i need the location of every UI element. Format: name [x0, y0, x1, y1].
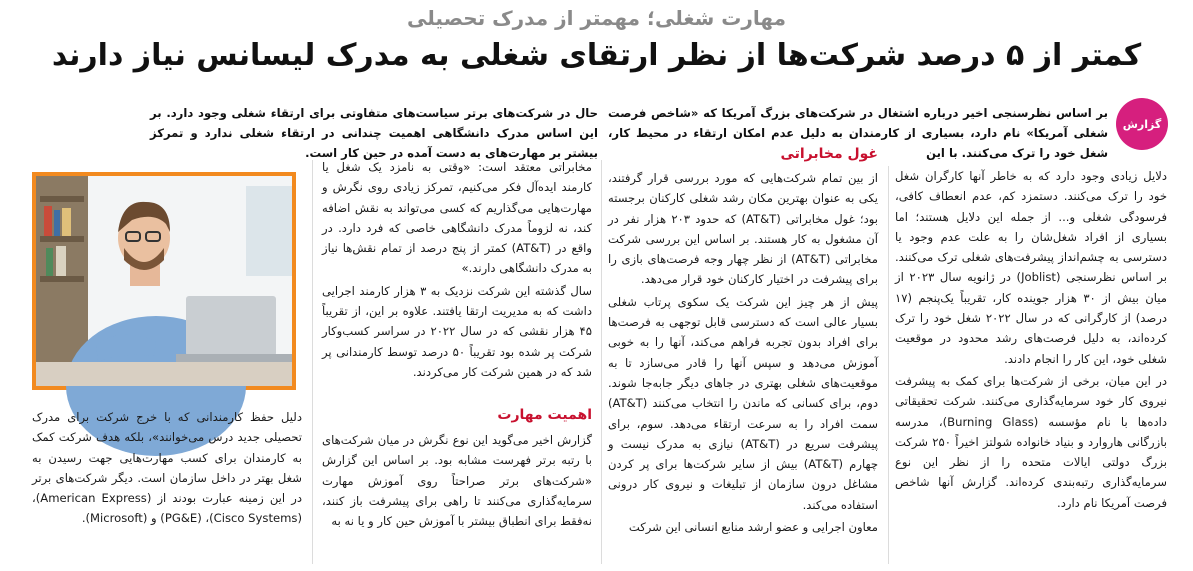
- paragraph: معاون اجرایی و عضو ارشد منابع انسانی این شرکت: [628, 520, 878, 535]
- paragraph: دلیل حفظ کارمندانی که با خرج شرکت برای مدرک تحصیلی جدید درس می‌خوانند»، بلکه هدف شرکت کمک به کارمندان برای کسب مهارت‌هایی جهت رسیدن به شغل بهتر در داخل سازمان است. دیگر شرکت‌های برتر در این زمینه عبارت بودند از (American Express)، (Cisco Systems)، (PG&E) و (Microsoft).: [32, 410, 302, 526]
- body-column-3: [322, 157, 592, 387]
- body-column-1: [895, 166, 1167, 566]
- body-column-4: [32, 407, 302, 566]
- column-divider: [888, 166, 889, 564]
- paragraph: از بین تمام شرکت‌هایی که مورد بررسی قرار گرفتند، یکی به عنوان بهترین مکان رشد شغلی کارکنان برجسته بود؛ غول مخابراتی (AT&T) که حدود ۲۰۳ هزار نفر در آن مشغول به کار هستند. بر اساس این بررسی شرکت مخابراتی (AT&T) از نظر چهار وجه فرصت‌های بازی را برای پیشرفت در اختیار کارکنان خود قرار می‌دهد.: [608, 171, 879, 287]
- report-badge: گزارش: [1116, 98, 1168, 150]
- paragraph: مخابراتی معتقد است: «وقتی به نامزد یک شغل یا کارمند ایده‌آل فکر می‌کنیم، تمرکز زیادی روی نگرش و مهارت‌هایی می‌گذاریم که کسی می‌تواند به نقش اضافه کند، نه لزوماً مدرک دانشگاهی خاصی که فرد دارد. در واقع در (AT&T) کمتر از پنج درصد از تمام نقش‌ها نیاز به مدرک دانشگاهی دارند.»: [322, 160, 592, 276]
- paragraph: در این میان، برخی از شرکت‌ها برای کمک به پیشرفت نیروی کار خود سرمایه‌گذاری می‌کنند. شرکت تحقیقاتی داده‌ها با نام مؤسسه (Burning Glass)، مدرسه بازرگانی هاروارد و بنیاد خانواده شولتز اخیراً ۲۵۰ شرکت بزرگ دولتی ایالات متحده را از نظر این نوع سرمایه‌گذاری رتبه‌بندی کرده‌اند. گزارش آنها شاخص فرصت آمریکا نام دارد.: [895, 373, 1168, 510]
- lead-paragraph-left: حال در شرکت‌های برتر سیاست‌های متفاوتی برای ارتقاء شغلی وجود دارد. بر این اساس مدرک دانشگاهی اهمیت چندانی در ارتقاء شغلی ندارد و تمرکز بیشتر بر مهارت‌های به دست آمده در حین کار است.: [150, 106, 598, 160]
- lead-paragraph-right: بر اساس نظرسنجی اخیر درباره اشتغال در شرکت‌های بزرگ آمریکا که «شاخص فرصت شغلی آمریکا» نام دارد، بسیاری از کارمندان به دلیل عدم امکان ارتقاء در محیط کار، شغل خود را ترک می‌کنند. با این: [608, 106, 1108, 160]
- paragraph: سال گذشته این شرکت نزدیک به ۳ هزار کارمند اجرایی داشت که به مدیریت ارتقا یافتند. علاوه بر این، از تقریباً ۴۵ هزار نقشی که در سال ۲۰۲۲ در سراسر کسب‌وکار شرکت پر شده بود تقریباً ۵۰ درصد توسط کارمندانی پر شد که در همین شرکت کار می‌کردند.: [322, 283, 592, 379]
- body-column-2: [608, 168, 878, 566]
- paragraph: دلایل زیادی وجود دارد که به خاطر آنها کارگران شغل خود را ترک می‌کنند. دستمزد کم، عدم انعطاف کافی، فرسودگی شغلی و... از جمله این دلایل هستند؛ اما بسیاری از افراد شغل‌شان را به علت عدم وجود یا دسترسی به چشم‌انداز پیشرفت‌های شغلی ترک می‌کنند. بر اساس نظرسنجی (Joblist) در ژانویه سال ۲۰۲۳ از میان بیش از ۳۰ هزار جوینده کار، تقریباً یک‌پنجم (۱۷ درصد) از کارگرانی که در سال ۲۰۲۲ شغل خود را ترک کرده‌اند، به دلیل فرصت‌های رشد محدود در موقعیت شغلی خود، این کار را انجام دادند.: [895, 169, 1167, 366]
- body-column-3-continued: [322, 430, 592, 566]
- column-divider: [312, 160, 313, 564]
- subheading-skill-importance: اهمیت مهارت: [497, 407, 592, 423]
- supertitle: مهارت شغلی؛ مهمتر از مدرک تحصیلی: [407, 6, 786, 30]
- paragraph: پیش از هر چیز این شرکت یک سکوی پرتاب شغلی بسیار عالی است که دسترسی قابل توجهی به فرصت‌ها برای افراد بدون تجربه فراهم می‌کند، آنها را به خوبی آموزش می‌دهد و سپس آنها را قادر می‌سازد تا به موقعیت‌های شغلی بهتری در جاهای دیگر جابه‌جا شوند. دوم، برای کسانی که ماندن را انتخاب می‌کنند (AT&T) سمت افراد را به سرعت ارتقاء می‌دهد. سوم، برای پیشرفت سریع در (AT&T) نیازی به مدرک نیست و چهارم (AT&T) بیش از سایر شرکت‌ها برای پر کردن مشاغل درون سازمان از تبلیغات و نیروی کار درونی استفاده می‌کند.: [608, 294, 878, 512]
- subheading-telecom-giant: غول مخابراتی: [780, 146, 878, 162]
- paragraph: گزارش اخیر می‌گوید این نوع نگرش در میان شرکت‌های با رتبه برتر فهرست مشابه بود. بر اساس این گزارش «شرکت‌های برتر صراحتاً روی آموزش مهارت سرمایه‌گذاری می‌کنند تا راهی برای پیشرفت باز کنند، نه‌فقط برای انطباق بیشتر با آموزش حین کار و یا نه به: [322, 433, 592, 529]
- headline: کمتر از ۵ درصد شرکت‌ها از نظر ارتقای شغلی به مدرک لیسانس نیاز دارند: [51, 38, 1142, 73]
- column-divider: [601, 160, 602, 564]
- man-at-laptop-photo: [32, 172, 296, 390]
- photo-illustration: [36, 176, 292, 386]
